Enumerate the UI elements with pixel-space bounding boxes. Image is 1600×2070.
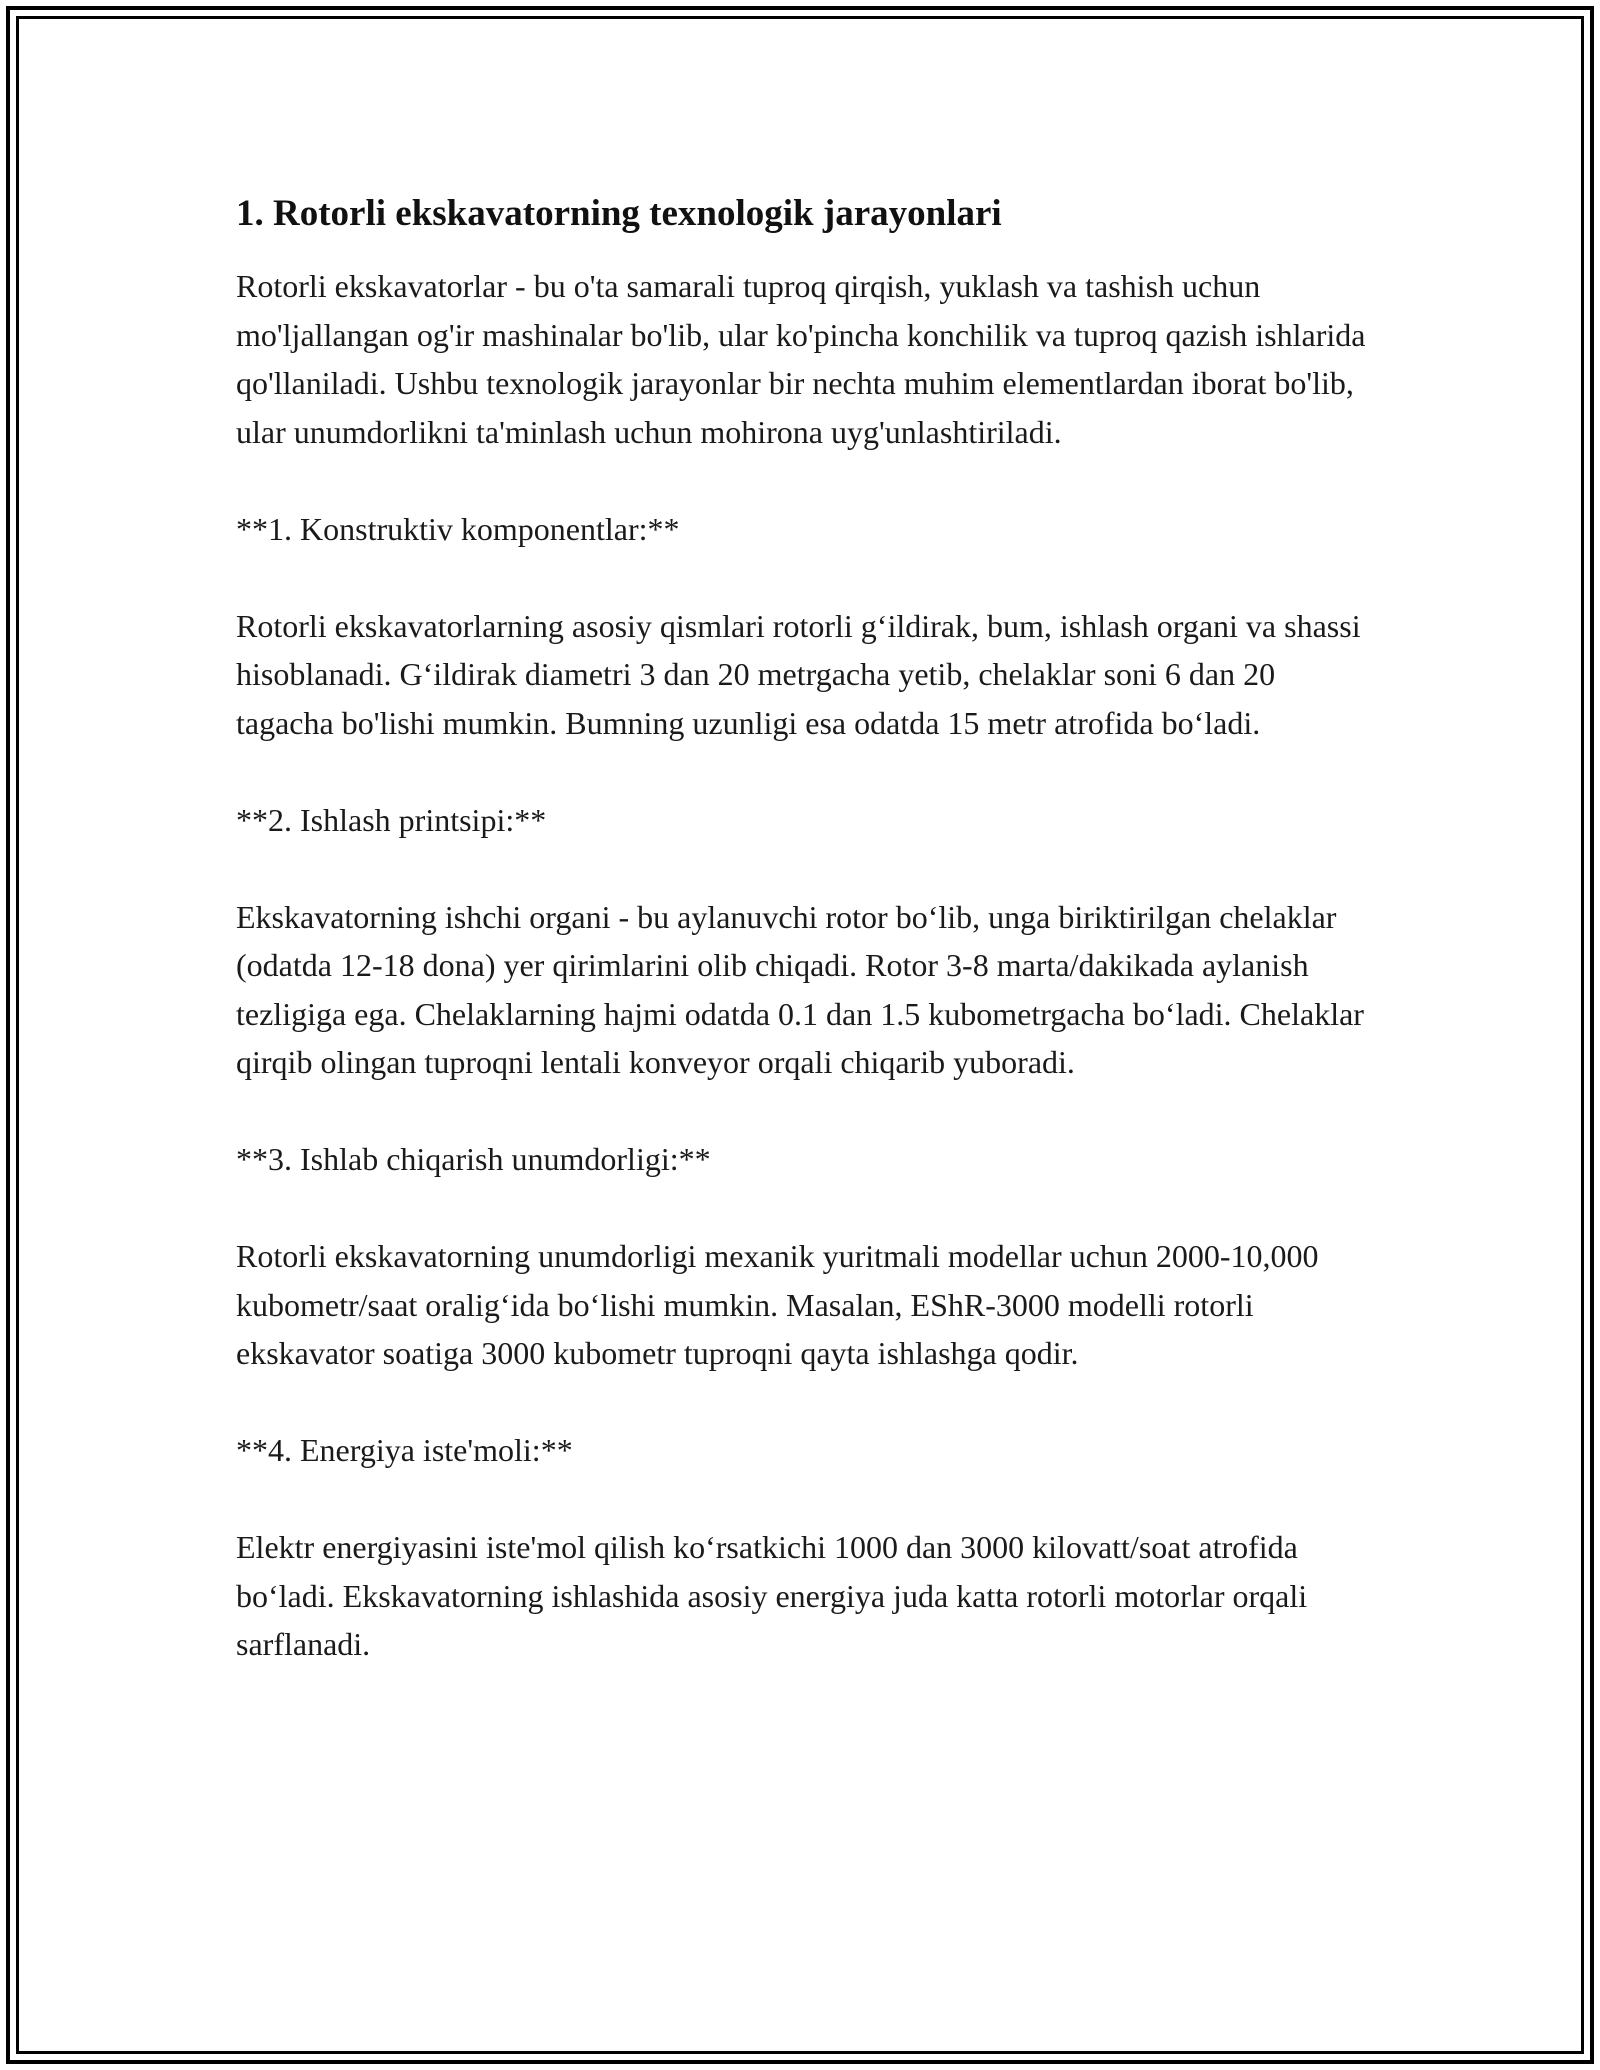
section-heading-principle: **2. Ishlash printsipi:** xyxy=(236,801,547,838)
paragraph-productivity: Rotorli ekskavatorning unumdorligi mexanik yuritmali modellar uchun 2000-10,000 kubometr/saat oralig‘ida bo‘lishi mumkin. Masalan, EShR-3000 modelli rotorli ekskavator soatiga 3000 kubometr tuproqni qayta ishlashga qodir. xyxy=(236,1238,1319,1371)
paragraph-energy: Elektr energiyasini iste'mol qilish ko‘rsatkichi 1000 dan 3000 kilovatt/soat atrofida bo‘ladi. Ekskavatorning ishlashida asosiy energiya juda katta rotorli motorlar orqali sarflanadi. xyxy=(236,1529,1308,1662)
section-heading-productivity: **3. Ishlab chiqarish unumdorligi:** xyxy=(236,1141,711,1177)
paragraph-principle: Ekskavatorning ishchi organi - bu aylanuvchi rotor bo‘lib, unga biriktirilgan chelaklar (odatda 12-18 dona) yer qirimlarini olib chiqadi. Rotor 3-8 marta/dakikada aylanish tezligiga ega. Chelaklarning hajmi odatda 0.1 dan 1.5 kubometrgacha bo‘ladi. Chelaklar qirqib olingan tuproqni lentali konveyor orqali chiqarib yuboradi. xyxy=(236,898,1364,1080)
document-body xyxy=(236,190,1366,1669)
document-title: 1. Rotorli ekskavatorning texnologik jarayonlari xyxy=(236,193,1002,234)
section-heading-constructive: **1. Konstruktiv komponentlar:** xyxy=(236,510,680,547)
intro-paragraph: Rotorli ekskavatorlar - bu o'ta samarali tuproq qirqish, yuklash va tashish uchun mo'ljallangan og'ir mashinalar bo'lib, ular ko'pincha konchilik va tuproq qazish ishlarida qo'llaniladi. Ushbu texnologik jarayonlar bir nechta muhim elementlardan iborat bo'lib, ular unumdorlikni ta'minlash uchun mohirona uyg'unlashtiriladi. xyxy=(236,268,1366,450)
section-heading-energy: **4. Energiya iste'moli:** xyxy=(236,1432,573,1468)
paragraph-constructive: Rotorli ekskavatorlarning asosiy qismlari rotorli g‘ildirak, bum, ishlash organi va shassi hisoblanadi. G‘ildirak diametri 3 dan 20 metrgacha yetib, chelaklar soni 6 dan 20 tagacha bo'lishi mumkin. Bumning uzunligi esa odatda 15 metr atrofida bo‘ladi. xyxy=(236,607,1361,741)
